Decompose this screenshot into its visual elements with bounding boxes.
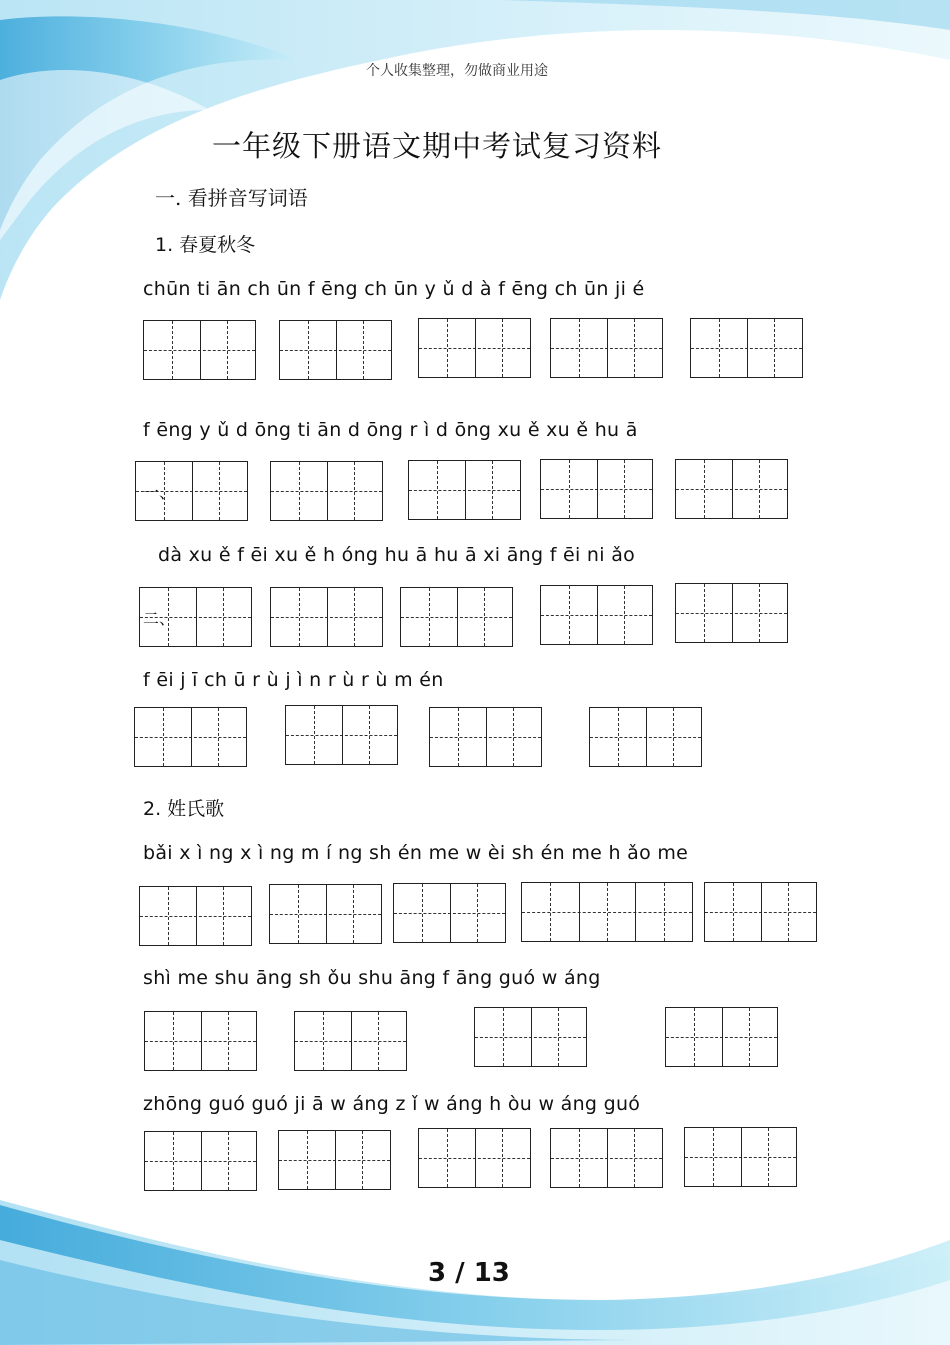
writing-grid[interactable] [675, 583, 788, 643]
group-title-seasons: 1. 春夏秋冬 [155, 234, 256, 256]
writing-grid[interactable] [144, 1131, 257, 1191]
writing-grid[interactable] [540, 459, 653, 519]
writing-grid[interactable] [294, 1011, 407, 1071]
writing-grid[interactable] [144, 1011, 257, 1071]
writing-grid[interactable] [134, 707, 247, 767]
writing-grid[interactable] [690, 318, 803, 378]
pinyin-row: dà xu ě f ēi xu ě h óng hu ā hu ā xi āng f ēi ni ǎo [158, 544, 636, 566]
pinyin-row: bǎi x ì ng x ì ng m í ng sh én me w èi sh én me h ǎo me [143, 842, 689, 864]
writing-grid[interactable] [279, 320, 392, 380]
pinyin-row: f ēng y ǔ d ōng ti ān d ōng r ì d ōng xu ě xu ě hu ā [143, 419, 638, 441]
writing-grid[interactable] [704, 882, 817, 942]
pinyin-row: shì me shu āng sh ǒu shu āng f āng guó w áng [143, 967, 601, 989]
writing-grid[interactable] [665, 1007, 778, 1067]
writing-grid[interactable] [400, 587, 513, 647]
pinyin-row: f ēi j ī ch ū r ù j ì n r ù r ù m én [143, 669, 444, 691]
writing-grid[interactable] [139, 886, 252, 946]
writing-grid[interactable] [540, 585, 653, 645]
writing-grid[interactable] [408, 460, 521, 520]
page-number: 3 / 13 [428, 1258, 510, 1288]
stray-mark: 一、 [143, 483, 176, 502]
writing-grid[interactable] [589, 707, 702, 767]
writing-grid[interactable] [550, 318, 663, 378]
writing-grid[interactable] [143, 320, 256, 380]
group-title-surnames: 2. 姓氏歌 [143, 798, 225, 820]
section-title: 一. 看拼音写词语 [155, 186, 308, 210]
writing-grid[interactable] [270, 461, 383, 521]
writing-grid[interactable] [684, 1127, 797, 1187]
writing-grid[interactable] [269, 884, 382, 944]
writing-grid[interactable] [285, 705, 398, 765]
writing-grid[interactable] [270, 587, 383, 647]
stray-mark: 二、 [143, 609, 176, 628]
document-title: 一年级下册语文期中考试复习资料 [212, 129, 663, 163]
writing-grid[interactable] [550, 1128, 663, 1188]
writing-grid[interactable] [393, 883, 506, 943]
writing-grid[interactable] [278, 1130, 391, 1190]
writing-grid[interactable] [418, 318, 531, 378]
watermark-text: 个人收集整理，勿做商业用途 [366, 63, 548, 79]
pinyin-row: zhōng guó guó ji ā w áng z ǐ w áng h òu w áng guó [143, 1093, 641, 1115]
writing-grid[interactable] [429, 707, 542, 767]
writing-grid[interactable] [474, 1007, 587, 1067]
writing-grid[interactable] [675, 459, 788, 519]
pinyin-row: chūn ti ān ch ūn f ēng ch ūn y ǔ d à f ēng ch ūn ji é [143, 278, 645, 300]
writing-grid[interactable] [418, 1128, 531, 1188]
writing-grid-three-char[interactable] [521, 882, 693, 942]
